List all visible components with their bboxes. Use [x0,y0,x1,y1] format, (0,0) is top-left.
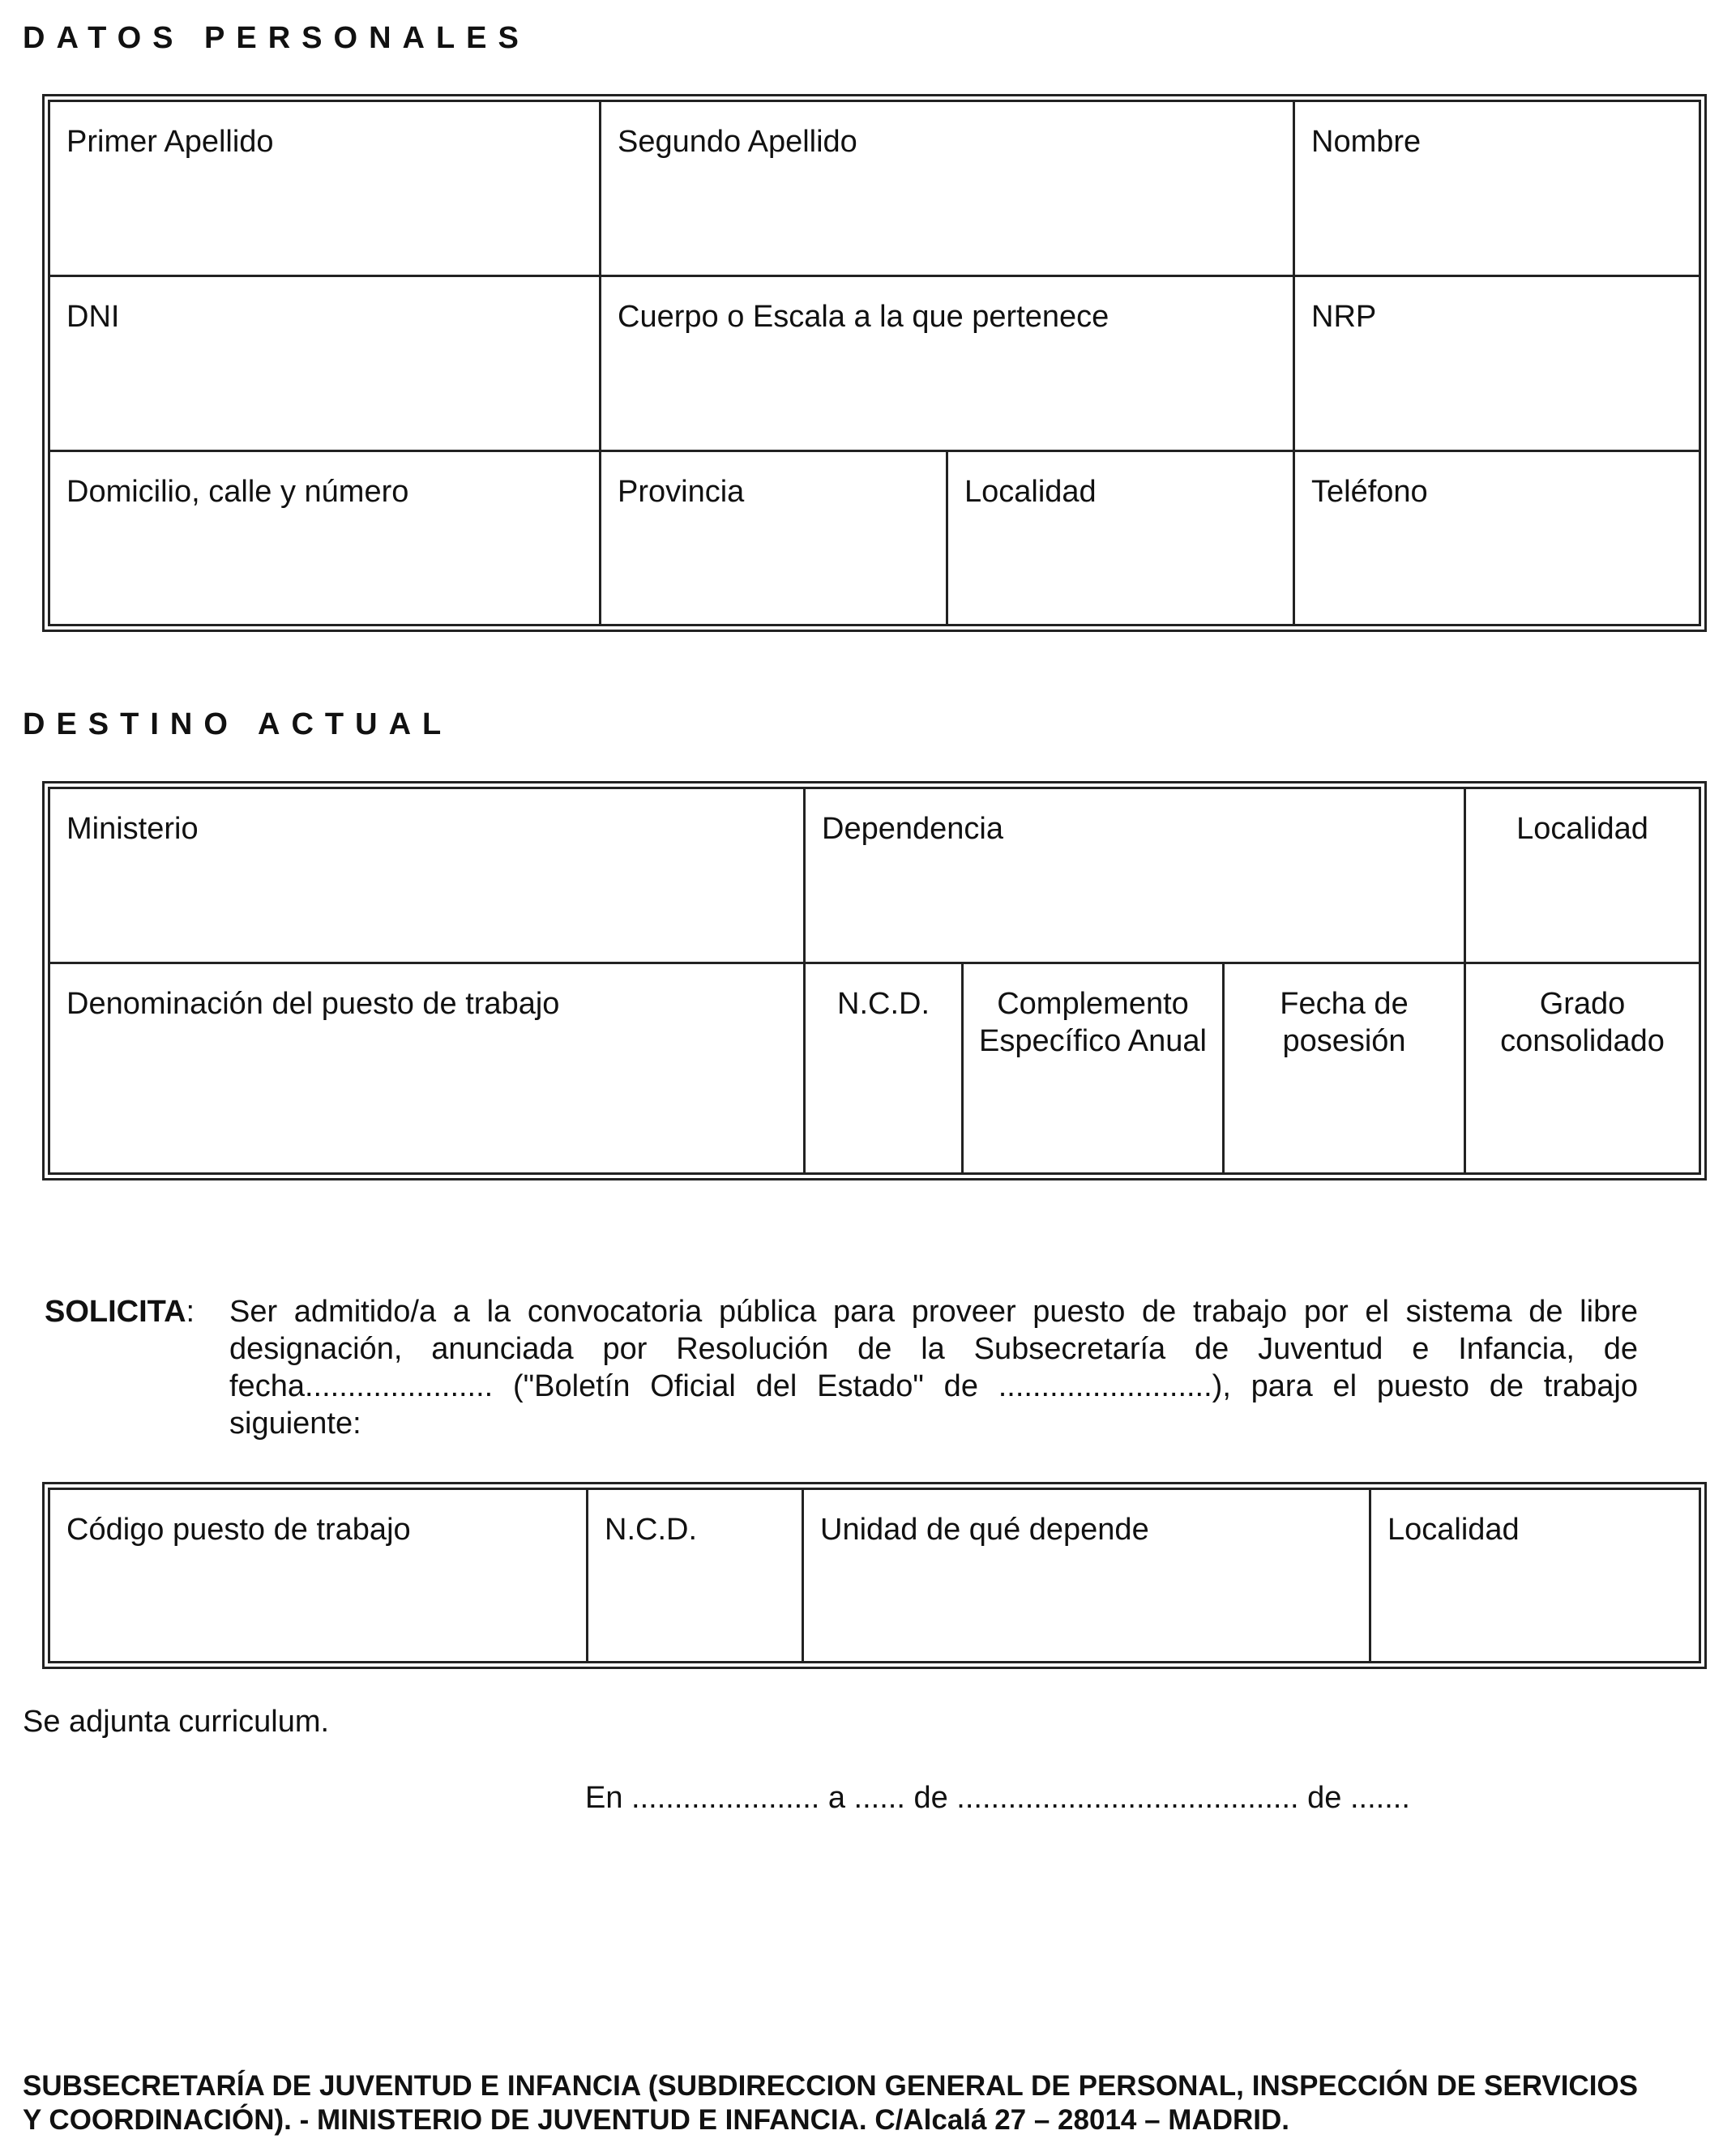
provincia-field[interactable] [601,452,948,624]
date-line[interactable]: En ...................... a ...... de ........................................ de ....... [585,1781,1410,1815]
telefono-field[interactable] [1295,452,1699,624]
destino-localidad-field[interactable] [1466,789,1699,964]
solicita-text: Ser admitido/a a la convocatoria pública para proveer puesto de trabajo por el sistema de libre designación, anunciada por Resolución de la Subsecretaría de Juventud e Infancia, de fecha...................... ("Boletín Oficial del Estado" de .........................), para el puesto de trabajo siguiente: [229,1295,1638,1441]
cuerpo-escala-label: Cuerpo o Escala a la que pertenece [618,300,1109,334]
ministerio-label: Ministerio [66,812,199,846]
fecha-posesion-label: Fecha de posesión [1280,987,1409,1058]
datos-personales-table [42,94,1707,632]
puesto-localidad-label: Localidad [1387,1513,1520,1547]
puesto-localidad-field[interactable] [1371,1490,1699,1661]
fecha-posesion-field[interactable] [1225,964,1466,1172]
footer-address: SUBSECRETARÍA DE JUVENTUD E INFANCIA (SUBDIRECCION GENERAL DE PERSONAL, INSPECCIÓN DE SERVICIOS Y COORDINACIÓN). - MINISTERIO DE JUVENTUD E INFANCIA. C/Alcalá 27 – 28014 – MADRID. [23,2070,1638,2136]
segundo-apellido-label: Segundo Apellido [618,125,857,159]
puesto-solicitado-grid [48,1488,1701,1663]
domicilio-label: Domicilio, calle y número [66,475,409,509]
dependencia-label: Dependencia [822,812,1003,846]
solicita-colon: : [186,1295,195,1329]
ministerio-field[interactable] [50,789,806,964]
nombre-label: Nombre [1311,125,1422,159]
grado-consolidado-field[interactable] [1466,964,1699,1172]
localidad-label: Localidad [964,475,1097,509]
ncd-label: N.C.D. [837,987,930,1021]
puesto-ncd-label: N.C.D. [605,1513,697,1547]
cuerpo-escala-field[interactable] [601,277,1295,452]
solicita-block [45,1293,1638,1442]
denominacion-puesto-label: Denominación del puesto de trabajo [66,987,560,1021]
complemento-especifico-label: Complemento Específico Anual [979,987,1207,1058]
nrp-field[interactable] [1295,277,1699,452]
primer-apellido-field[interactable] [50,102,601,277]
unidad-depende-field[interactable] [804,1490,1371,1661]
dependencia-field[interactable] [806,789,1466,964]
primer-apellido-label: Primer Apellido [66,125,274,159]
domicilio-field[interactable] [50,452,601,624]
dni-label: DNI [66,300,120,334]
puesto-solicitado-table [42,1482,1707,1669]
destino-localidad-label: Localidad [1516,812,1648,846]
datos-personales-grid [48,100,1701,626]
destino-actual-title: DESTINO ACTUAL [23,707,453,741]
puesto-ncd-field[interactable] [588,1490,804,1661]
solicita-label [45,1293,195,1330]
dni-field[interactable] [50,277,601,452]
codigo-puesto-label: Código puesto de trabajo [66,1513,411,1547]
destino-actual-grid [48,787,1701,1175]
ncd-field[interactable] [806,964,964,1172]
codigo-puesto-field[interactable] [50,1490,588,1661]
segundo-apellido-field[interactable] [601,102,1295,277]
nrp-label: NRP [1311,300,1377,334]
grado-consolidado-label: Grado consolidado [1500,987,1665,1058]
attachment-note: Se adjunta curriculum. [23,1705,330,1739]
complemento-especifico-field[interactable] [964,964,1225,1172]
datos-personales-title: DATOS PERSONALES [23,21,530,55]
telefono-label: Teléfono [1311,475,1428,509]
denominacion-puesto-field[interactable] [50,964,806,1172]
localidad-field[interactable] [948,452,1295,624]
destino-actual-table [42,781,1707,1180]
unidad-depende-label: Unidad de qué depende [820,1513,1149,1547]
solicita-label-text: SOLICITA [45,1295,186,1329]
provincia-label: Provincia [618,475,745,509]
nombre-field[interactable] [1295,102,1699,277]
